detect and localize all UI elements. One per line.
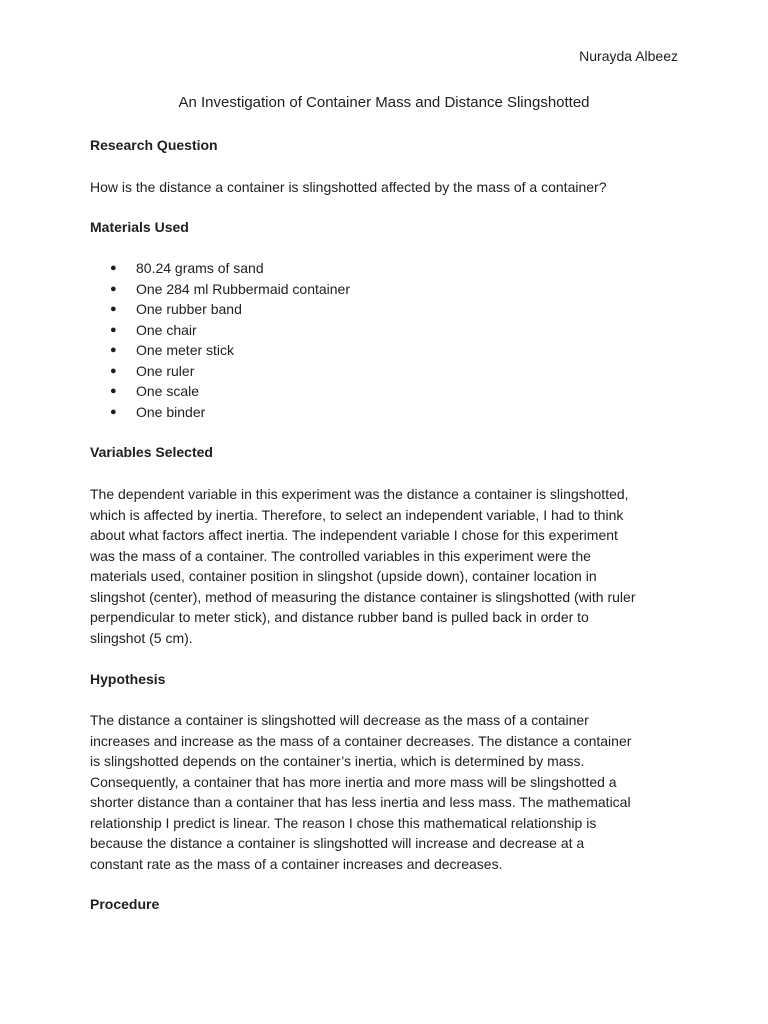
list-item-label: One scale [136, 383, 200, 399]
list-item-label: One rubber band [136, 301, 242, 317]
list-item-label: One chair [136, 321, 197, 338]
bullet-dot-icon: ● [110, 344, 117, 356]
list-item [110, 299, 350, 320]
heading-materials-used: Materials Used [90, 219, 189, 235]
list-item-label: One ruler [136, 362, 195, 379]
bullet-dot-icon: ● [110, 323, 117, 336]
text-line: was the mass of a container. The controlled variables in this experiment were the [90, 547, 591, 564]
bullet-dot-icon: ● [110, 303, 117, 315]
heading-hypothesis: Hypothesis [90, 671, 166, 687]
text-line: slingshot (5 cm). [90, 629, 193, 646]
text-line: Consequently, a container that has more inertia and more mass will be slingshotted a [90, 773, 617, 790]
heading-procedure: Procedure [90, 896, 160, 912]
list-item [110, 340, 350, 361]
list-item [110, 320, 350, 341]
bullet-dot-icon: ● [110, 385, 117, 397]
list-item [110, 361, 350, 382]
text-line: because the distance a container is slingshotted will increase and decrease at a [90, 835, 585, 851]
list-item [110, 279, 350, 300]
text-line: perpendicular to meter stick), and distance rubber band is pulled back in order to [90, 609, 589, 625]
list-item [110, 381, 350, 402]
text-line: relationship I predict is linear. The reason I chose this mathematical relationship is [90, 814, 597, 831]
text-line: How is the distance a container is slingshotted affected by the mass of a container? [90, 179, 607, 195]
text-line: materials used, container position in slingshot (upside down), container location in [90, 568, 597, 584]
text-line: which is affected by inertia. Therefore, to select an independent variable, I had to think [90, 506, 624, 523]
bullet-dot-icon: ● [110, 282, 117, 295]
text-line: slingshot (center), method of measuring the distance container is slingshotted (with ruler [90, 588, 636, 605]
list-item [110, 402, 350, 423]
text-line: about what factors affect inertia. The independent variable I chose for this experiment [90, 527, 618, 543]
bullet-dot-icon: ● [110, 405, 117, 418]
heading-research-question: Research Question [90, 137, 218, 153]
heading-variables-selected: Variables Selected [90, 444, 213, 460]
text-line: shorter distance than a container that has less inertia and less mass. The mathematical [90, 794, 631, 810]
text-line: increases and increase as the mass of a container decreases. The distance a container [90, 732, 632, 749]
list-item-label: 80.24 grams of sand [136, 260, 264, 276]
bullet-dot-icon: ● [110, 262, 117, 274]
hypothesis-paragraph [90, 710, 690, 874]
list-item [110, 258, 350, 279]
text-line: The dependent variable in this experiment was the distance a container is slingshotted, [90, 486, 629, 502]
list-item-label: One binder [136, 403, 206, 420]
bullet-dot-icon: ● [110, 364, 117, 377]
text-line: The distance a container is slingshotted will decrease as the mass of a container [90, 712, 589, 728]
author-name: Nurayda Albeez [579, 48, 678, 64]
variables-paragraph [90, 484, 690, 648]
list-item-label: One 284 ml Rubbermaid container [136, 280, 351, 297]
document-title: An Investigation of Container Mass and Distance Slingshotted [178, 94, 590, 111]
text-line: constant rate as the mass of a container increases and decreases. [90, 855, 503, 872]
materials-list [110, 258, 350, 422]
text-line: is slingshotted depends on the container’s inertia, which is determined by mass. [90, 753, 585, 769]
research-question-text [90, 177, 690, 198]
list-item-label: One meter stick [136, 342, 235, 358]
